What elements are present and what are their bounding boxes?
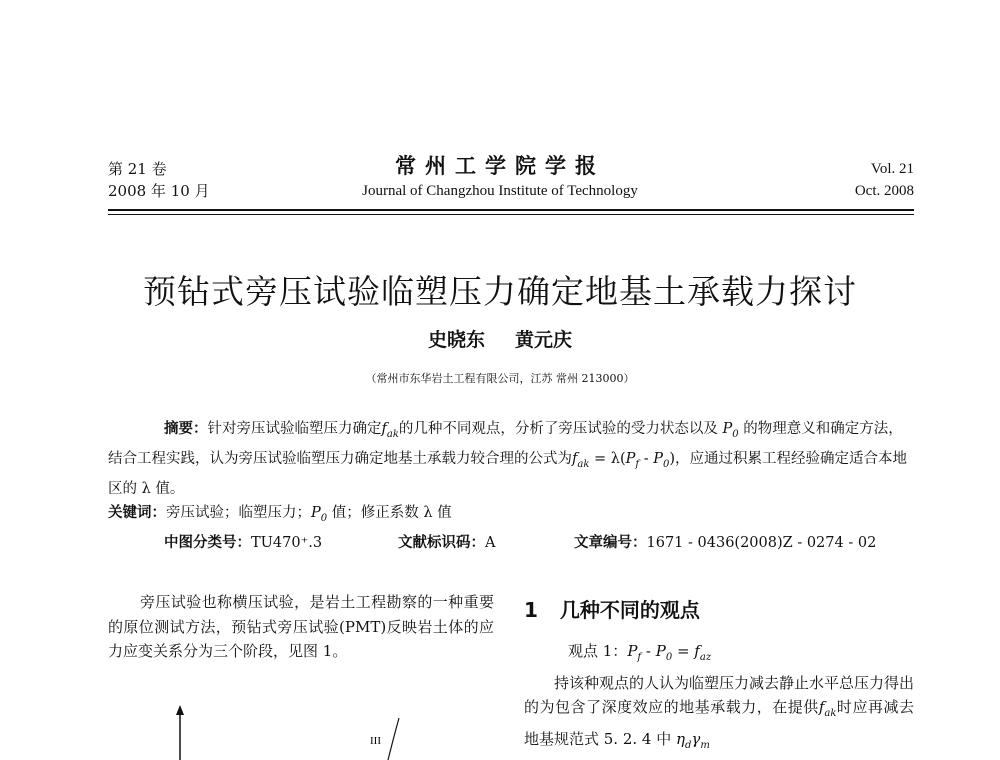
header-right	[855, 158, 914, 202]
journal-title-cn: 常州工学院学报	[395, 153, 605, 178]
section-heading	[524, 595, 914, 625]
section-title: 几种不同的观点	[559, 598, 700, 622]
figure-axis-arrow	[176, 705, 184, 715]
header-rule-thin	[108, 214, 914, 215]
keywords	[108, 501, 914, 531]
volume: 第 21 卷	[108, 160, 167, 178]
abstract-formula-c: )，应通过积累工程经验确定适合本地区的 λ 值。	[108, 450, 908, 497]
affiliation: （常州市东华岩土工程有限公司，江苏 常州 213000）	[365, 372, 635, 385]
abstract-fak: $f_{ak}$	[381, 421, 399, 440]
abstract-formula-fak: $f_{ak}$	[572, 450, 590, 470]
left-column	[108, 590, 494, 664]
abstract-formula-p0: $P_0$	[653, 450, 670, 470]
article-number: 文章编号：1671 - 0436(2008)Z - 0274 - 02	[574, 533, 877, 551]
viewpoint-1: 观点 1：$P_f - P_0 = f_{az}$	[568, 642, 712, 663]
header-rule-thick	[108, 209, 914, 211]
keywords-text: 旁压试验；临塑压力；	[166, 504, 311, 521]
author-2: 黄元庆	[515, 329, 573, 351]
keywords-text-2: 值；修正系数 λ 值	[327, 504, 452, 521]
abstract-block	[108, 417, 914, 555]
abstract-text-3: 的物理意义和确定方法，结合工程实践，认为旁压试验临塑压力确定地基土承载力较合理的公式为	[108, 421, 903, 467]
intro-paragraph: 旁压试验也称横压试验，是岩土工程勘察的一种重要的原位测试方法，预钻式旁压试验(PMT)反映岩土体的应力应变关系分为三个阶段，见图 1。	[108, 593, 494, 660]
figure-curve	[388, 718, 399, 760]
abstract-formula-a: = λ(	[594, 450, 626, 467]
abstract-formula-b: -	[639, 450, 654, 467]
volume-en: Vol. 21	[870, 161, 914, 177]
author-1: 史晓东	[427, 329, 485, 351]
abstract-formula-pf: $P_f$	[625, 450, 640, 470]
viewpoint-1-paragraph: 持该种观点的人认为临塑压力减去静止水平总压力得出的为包含了深度效应的地基承载力，在提供$f_{ak}$时应再减去地基规范式 5. 2. 4 中 $\eta_d\gamma_m$	[524, 673, 915, 751]
header-center	[300, 152, 700, 202]
document-code: 文献标识码：A	[398, 533, 496, 551]
abstract-p0: $P_0$	[722, 421, 739, 440]
classification-line	[164, 531, 914, 555]
header-left	[108, 158, 210, 202]
abstract	[108, 417, 914, 501]
abstract-text-1: 针对旁压试验临塑压力确定	[207, 421, 382, 437]
section-number: 1	[524, 598, 538, 622]
issue-date: 2008 年 10 月	[108, 182, 210, 200]
authors	[300, 326, 700, 354]
journal-title-en: Journal of Changzhou Institute of Technology	[362, 183, 638, 199]
clc-number: 中图分类号：TU470⁺.3	[164, 533, 323, 551]
abstract-text-2: 的几种不同观点，分析了旁压试验的受力状态以及	[398, 421, 718, 437]
keywords-p0: $P_0$	[311, 504, 328, 524]
right-column	[524, 595, 914, 758]
paper-title: 预钻式旁压试验临塑压力确定地基土承载力探讨	[143, 272, 857, 311]
figure-1	[150, 700, 430, 760]
keywords-label: 关键词：	[108, 503, 166, 521]
abstract-label: 摘要：	[164, 420, 208, 437]
issue-date-en: Oct. 2008	[854, 183, 914, 199]
figure-stage-label: III	[370, 735, 381, 747]
